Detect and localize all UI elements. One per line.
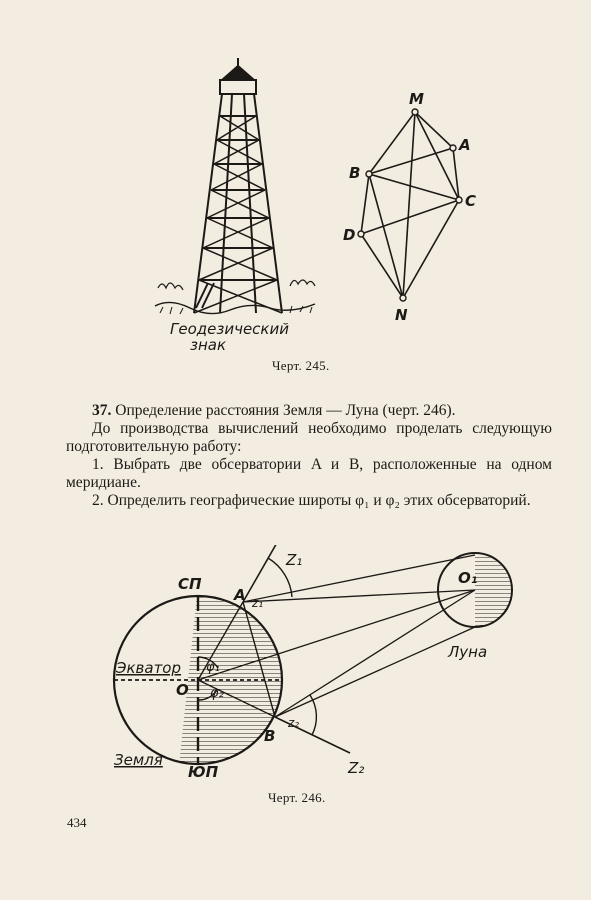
- paragraph-preparation: До производства вычислений необходимо проделать следующую подготовительную работу:: [66, 420, 552, 455]
- figure-246-caption: Черт. 246.: [268, 790, 326, 805]
- list-item-1: 1. Выбрать две обсерватории A и B, расположенные на одном меридиане.: [66, 456, 552, 491]
- point-A-label: A: [459, 136, 471, 154]
- north-pole-label: СП: [178, 575, 202, 593]
- page-number: 434: [67, 815, 87, 830]
- geodesic-tower-figure: [150, 58, 330, 358]
- tower-label-line1: Геодезический: [170, 320, 289, 338]
- z2-angle-label: z₂: [288, 716, 300, 730]
- point-B-label: B: [349, 164, 361, 182]
- section-number: 37.: [92, 402, 112, 419]
- earth-moon-figure: [100, 545, 530, 785]
- list-item-2: 2. Определить географические широты φ₁ и φ₂ этих обсерваторий.: [92, 492, 531, 509]
- z1-axis-label: Z₁: [286, 551, 303, 569]
- tower-label-line2: знак: [190, 336, 227, 354]
- south-pole-label: ЮП: [188, 763, 219, 781]
- moon-center-label: O₁: [458, 569, 478, 587]
- earth-center-label: O: [176, 681, 189, 699]
- section-heading: [66, 402, 552, 420]
- z1-angle-label: z₁: [252, 596, 264, 610]
- point-C-label: C: [465, 192, 477, 210]
- point-M-label: M: [409, 90, 424, 108]
- section-text: [66, 402, 552, 510]
- point-D-label: D: [343, 226, 356, 244]
- point-A-label: A: [234, 586, 246, 604]
- phi1-angle-label: φ₁: [206, 660, 220, 675]
- point-B-label: B: [264, 727, 276, 745]
- phi2-angle-label: φ₂: [210, 686, 224, 701]
- equator-label: Экватор: [116, 659, 182, 677]
- section-title: Определение расстояния Земля — Луна (черт. 246).: [115, 402, 456, 419]
- triangulation-network-figure: [335, 88, 485, 328]
- z2-axis-label: Z₂: [348, 759, 365, 777]
- figure-245-caption: Черт. 245.: [272, 358, 330, 373]
- moon-label: Луна: [448, 643, 488, 661]
- point-N-label: N: [395, 306, 408, 324]
- earth-label: Земля: [114, 751, 163, 769]
